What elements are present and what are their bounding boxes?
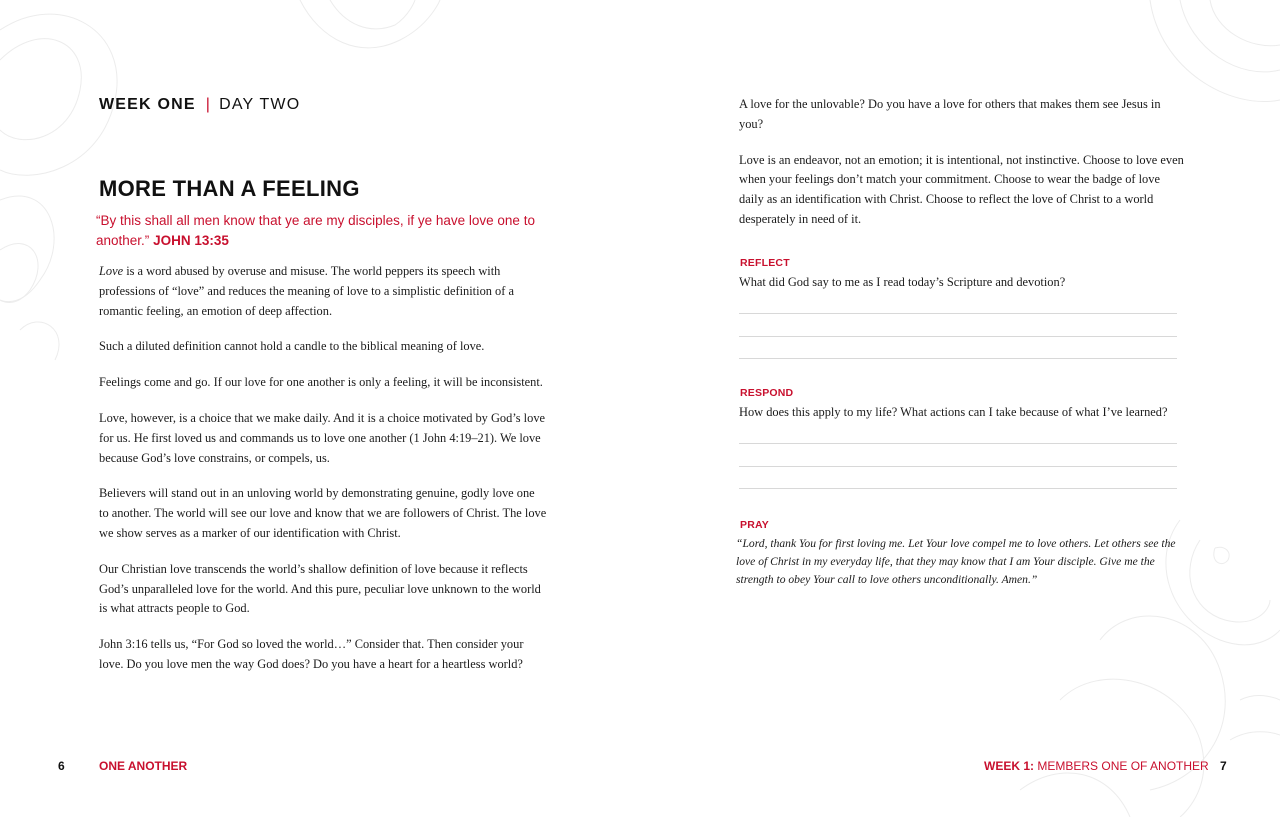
week-day-header [99, 96, 300, 114]
header-divider: | [205, 96, 212, 113]
footer-week-label: WEEK 1: [984, 759, 1035, 773]
lead-italic-word: Love [99, 264, 124, 278]
week-label: WEEK ONE [99, 96, 196, 113]
body-paragraph-2: Such a diluted definition cannot hold a candle to the biblical meaning of love. [99, 339, 485, 354]
continued-paragraph-1: A love for the unlovable? Do you have a love for others that makes them see Jesus in you? [739, 97, 1161, 131]
body-paragraph-7: John 3:16 tells us, “For God so loved the world…” Consider that. Then consider your love. Do you love men the way God does? Do you have a heart for a heartless world? [99, 637, 524, 671]
pray-label: PRAY [740, 519, 770, 531]
left-page-number: 6 [58, 759, 65, 773]
reflect-writing-line[interactable] [739, 313, 1177, 314]
respond-label: RESPOND [740, 387, 794, 399]
devotion-title: MORE THAN A FEELING [99, 176, 360, 201]
day-label: DAY TWO [219, 96, 301, 113]
footer-week-title: MEMBERS ONE OF ANOTHER [1037, 759, 1209, 773]
respond-writing-line[interactable] [739, 443, 1177, 444]
reflect-writing-line[interactable] [739, 358, 1177, 359]
right-page-number: 7 [1220, 759, 1227, 773]
body-paragraph-4: Love, however, is a choice that we make daily. And it is a choice motivated by God’s love for us. He first loved us and commands us to love one another (1 John 4:19–21). We love because God’s love constrains, or compels, us. [99, 410, 546, 465]
book-title-footer: ONE ANOTHER [99, 759, 188, 773]
devotion-body [99, 262, 547, 691]
reflect-question: What did God say to me as I read today’s Scripture and devotion? [739, 275, 1066, 289]
respond-question: How does this apply to my life? What actions can I take because of what I’ve learned? [739, 405, 1168, 419]
prayer-text: “Lord, thank You for first loving me. Let Your love compel me to love others. Let others see the love of Christ in my everyday life, that they may know that I am Your disciple. Give me the strength to obey Your call to love others unconditionally. Amen.” [736, 537, 1176, 587]
body-paragraph-3: Feelings come and go. If our love for one another is only a feeling, it will be inconsistent. [99, 375, 543, 390]
devotion-continued [739, 95, 1184, 246]
reflect-label: REFLECT [740, 257, 790, 269]
continued-paragraph-2: Love is an endeavor, not an emotion; it is intentional, not instinctive. Choose to love even when your feelings don’t match your commitment. Choose to wear the badge of love daily as an identification with Christ. Choose to reflect the love of Christ to a world desperately in need of it. [739, 152, 1184, 226]
respond-writing-line[interactable] [739, 488, 1177, 489]
scripture-verse [96, 211, 546, 251]
body-paragraph-1: Love is a word abused by overuse and misuse. The world peppers its speech with professions of “love” and reduces the meaning of love to a simplistic definition of a romantic feeling, an emotion of deep affection. [99, 264, 514, 318]
body-paragraph-6: Our Christian love transcends the world’s shallow definition of love because it reflects God’s unparalleled love for the world. And this pure, peculiar love unknown to the world is what attracts people to God. [99, 561, 541, 616]
reflect-writing-line[interactable] [739, 336, 1177, 337]
week-title-footer [984, 759, 1209, 773]
verse-reference: JOHN 13:35 [153, 233, 229, 248]
body-paragraph-5: Believers will stand out in an unloving world by demonstrating genuine, godly love one to another. The world will see our love and know that we are followers of Christ. The love we show serves as a marker of our identification with Christ. [99, 486, 547, 540]
respond-writing-line[interactable] [739, 466, 1177, 467]
verse-text: “By this shall all men know that ye are my disciples, if ye have love one to another.” [96, 213, 535, 248]
